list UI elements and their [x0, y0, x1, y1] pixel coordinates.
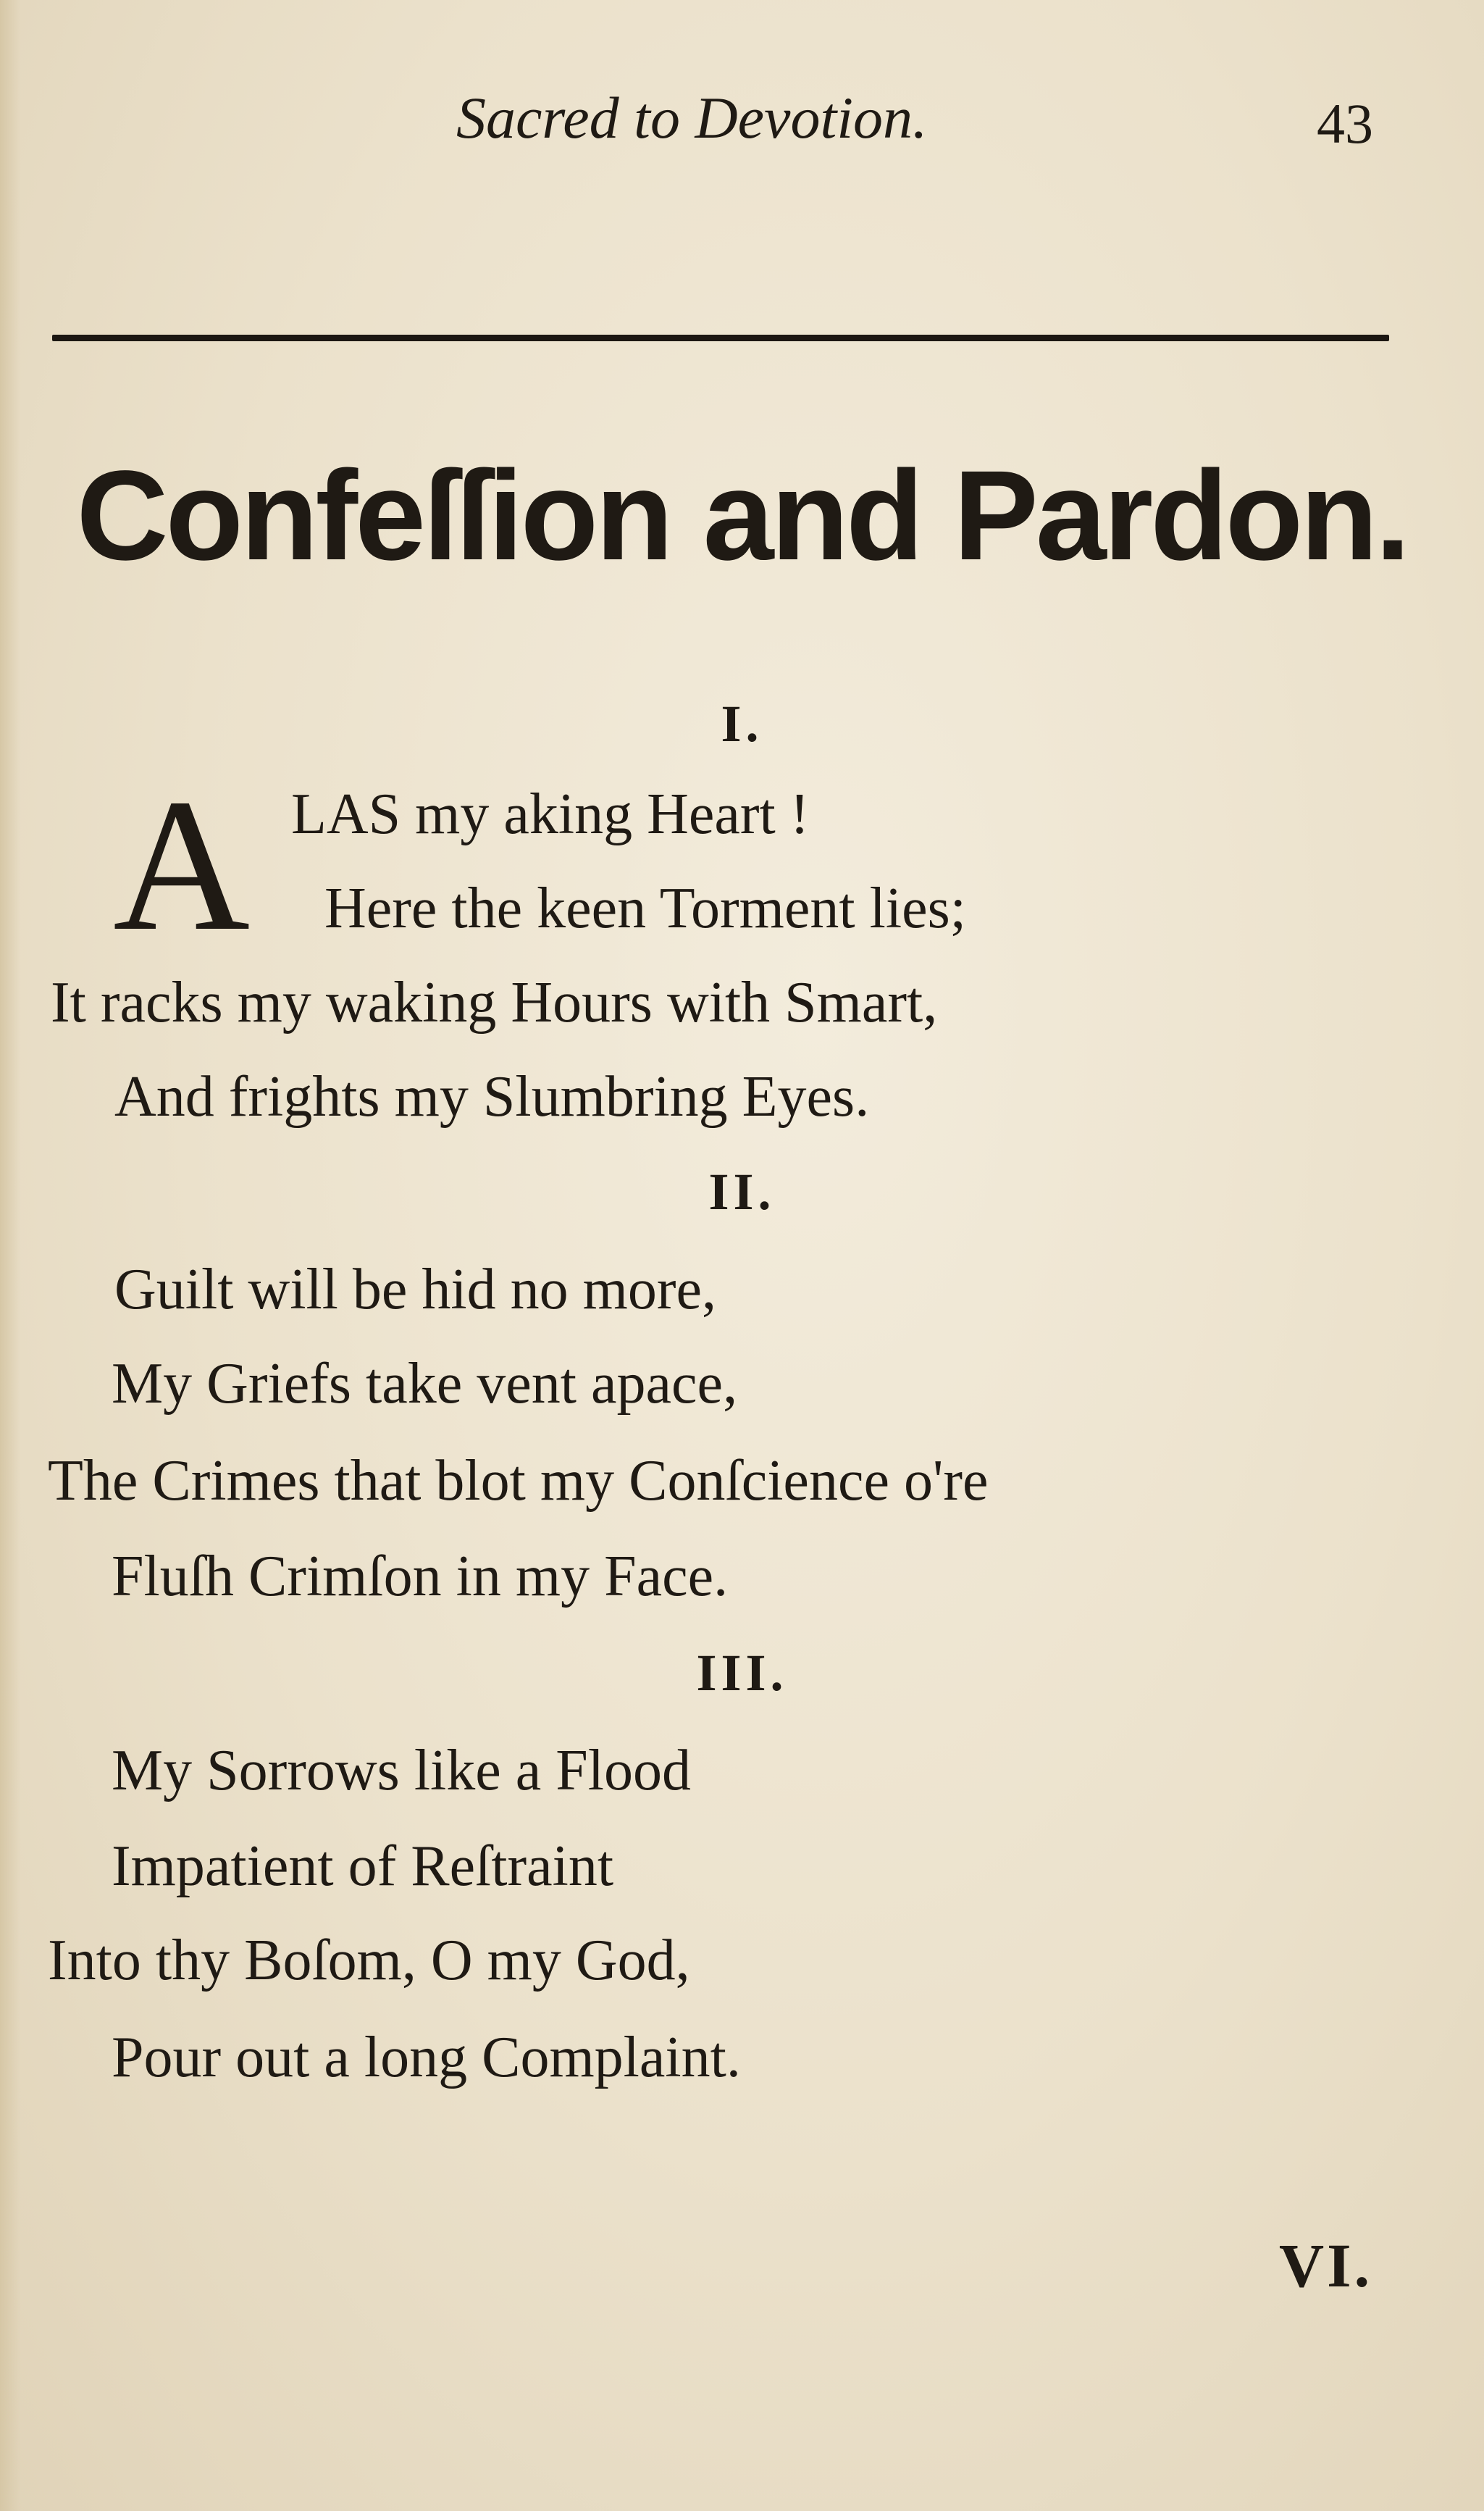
header-rule: [52, 335, 1389, 341]
stanza-number-3: III.: [696, 1644, 788, 1702]
poem-line: Fluſh Crimſon in my Face.: [112, 1545, 729, 1608]
poem-line: Guilt will be hid no more,: [114, 1258, 717, 1321]
page-number: 43: [1317, 92, 1373, 155]
poem-line: Here the keen Torment lies;: [324, 877, 966, 940]
poem-title: Confeſſion and Pardon.: [76, 445, 1408, 587]
poem-line: Impatient of Reſtraint: [112, 1834, 614, 1898]
poem-line: Into thy Boſom, O my God,: [48, 1929, 690, 1992]
drop-cap: A: [113, 760, 251, 970]
poem-line: The Crimes that blot my Conſcience o're: [48, 1449, 989, 1513]
poem-line: My Griefs take vent apace,: [112, 1352, 738, 1416]
stanza-number-1: I.: [721, 695, 763, 753]
running-title: Sacred to Devotion.: [456, 85, 928, 151]
page-gutter-shadow: [0, 0, 20, 2511]
poem-line: LAS my aking Heart !: [291, 782, 810, 846]
stanza-number-2: II.: [708, 1163, 776, 1221]
poem-line: Pour out a long Complaint.: [112, 2026, 741, 2089]
poem-line: And frights my Slumbring Eyes.: [114, 1065, 870, 1129]
poem-line: It racks my waking Hours with Smart,: [51, 971, 938, 1035]
poem-line: My Sorrows like a Flood: [112, 1739, 691, 1802]
running-head: [0, 78, 1484, 158]
catchword: VI.: [1279, 2231, 1373, 2300]
